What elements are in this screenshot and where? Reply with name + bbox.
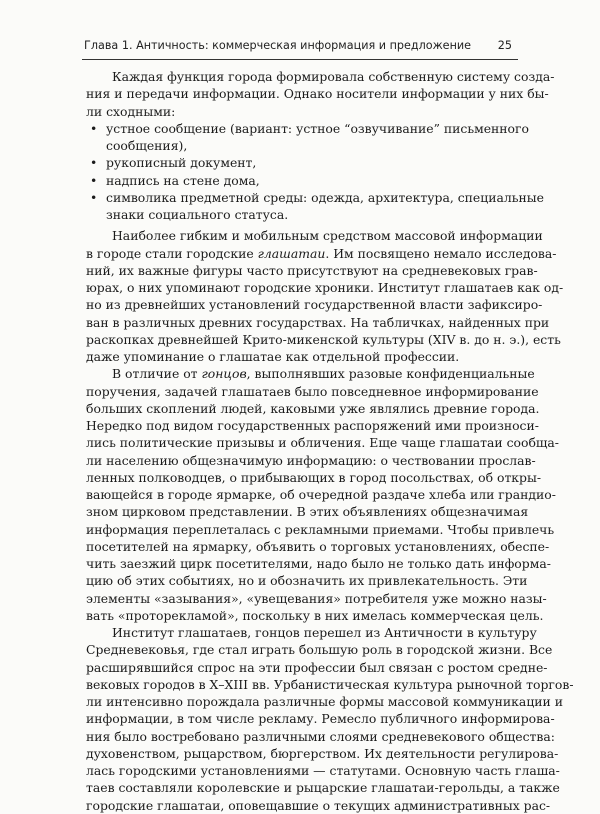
- text-line: цию об этих событиях, но и обозначить их привлекательность. Эти: [86, 573, 528, 589]
- text-line: Институт глашатаев, гонцов перешел из Античности в культуру: [112, 625, 537, 640]
- header-rule: [82, 59, 518, 60]
- text-line: информации, в том числе рекламу. Ремесло публичного информирова-: [86, 711, 555, 727]
- text-line: ван в различных древних государствах. На табличках, найденных при: [86, 314, 550, 330]
- text-line: Каждая функция города формировала собственную систему созда-: [112, 69, 555, 84]
- page-number: 25: [497, 39, 512, 52]
- text-line: В отличие от гонцов, выполнявших разовые конфиденциальные: [112, 366, 535, 382]
- text-line: Наиболее гибким и мобильным средством массовой информации: [112, 228, 543, 244]
- text-line: ли интенсивно порождала различные формы массовой коммуникации и: [86, 694, 563, 709]
- text-line: духовенством, рыцарством, бюргерством. Их деятельности регулирова-: [86, 745, 559, 761]
- text-line: поручения, задачей глашатаев было повседневное информирование: [86, 383, 539, 399]
- list-item: [86, 154, 500, 171]
- list-item: [86, 120, 529, 137]
- bullet-icon: •: [90, 155, 98, 171]
- list-item: [86, 189, 544, 206]
- body-text: [86, 68, 574, 814]
- list-item-continuation: знаки социального статуса.: [106, 207, 289, 222]
- text-line: вать «проторекламой», поскольку в них имелась коммерческая цель.: [86, 607, 544, 623]
- list-item-continuation: сообщения),: [106, 138, 188, 153]
- text-line: но из древнейших установлений государственной власти зафиксиро-: [86, 297, 543, 313]
- text-line: городские глашатаи, оповещавшие о текущих административных рас-: [86, 797, 551, 813]
- text-line: расширявшийся спрос на эти профессии был связан с ростом средне-: [86, 659, 548, 675]
- text-line: даже упоминание о глашатае как отдельной профессии.: [86, 349, 460, 364]
- emphasis-term: глашатаи: [257, 245, 326, 261]
- emphasis-term: гонцов: [201, 366, 247, 382]
- text-line: ли сходными:: [86, 103, 176, 119]
- text-line: элементы «зазывания», «увещевания» потребителя уже можно назы-: [86, 590, 547, 606]
- text-line: вековых городов в X–XIII вв. Урбанистическая культура рыночной торгов-: [86, 676, 574, 692]
- list-item-text: устное сообщение (вариант: устное “озвучивание” письменного: [106, 120, 529, 136]
- bullet-icon: •: [90, 120, 98, 136]
- list-item-text: символика предметной среды: одежда, архитектура, специальные: [106, 189, 544, 205]
- list-item-text: надпись на стене дома,: [106, 172, 260, 188]
- text-line: в городе стали городские глашатаи. Им посвящено немало исследова-: [86, 245, 557, 261]
- chapter-title: Глава 1. Античность: коммерческая информация и предложение: [84, 39, 472, 52]
- text-line: лась городскими установлениями — статутами. Основную часть глаша-: [86, 763, 560, 778]
- text-line: ли населению общезначимую информацию: о чествовании прослав-: [86, 452, 536, 468]
- text-line: раскопках древнейшей Крито-микенской культуры (XIV в. до н. э.), есть: [86, 331, 561, 347]
- text-line: ний, их важные фигуры часто присутствуют на средневековых грав-: [86, 262, 538, 278]
- text-line: Средневековья, где стал играть большую роль в городской жизни. Все: [86, 642, 553, 658]
- text-line: юрах, о них упоминают городские хроники. Институт глашатаев как од-: [86, 280, 564, 295]
- text-line: лись политические призывы и обличения. Еще чаще глашатаи сообща-: [86, 435, 559, 451]
- list-item: [86, 172, 500, 189]
- list-item-text: рукописный документ,: [106, 155, 257, 171]
- running-header: [82, 36, 518, 60]
- text-line: вающейся в городе ярмарке, об очередной раздаче хлеба или грандио-: [86, 487, 556, 502]
- text-line: информация переплеталась с рекламными приемами. Чтобы привлечь: [86, 521, 555, 537]
- text-line: посетителей на ярмарку, объявить о торговых установлениях, обеспе-: [86, 538, 550, 554]
- text-line: ния и передачи информации. Однако носители информации у них бы-: [86, 86, 549, 102]
- text-line: зном цирковом представлении. В этих объявлениях общезначимая: [86, 504, 529, 520]
- text-line: ленных полководцев, о прибывающих в город посольствах, об откры-: [86, 469, 542, 485]
- text-line: чить заезжий цирк посетителями, надо было не только дать информа-: [86, 556, 551, 571]
- bullet-icon: •: [90, 172, 98, 188]
- bullet-icon: •: [90, 189, 98, 205]
- text-line: таев составляли королевские и рыцарские глашатаи-герольды, а также: [86, 780, 560, 796]
- text-line: Нередко под видом государственных распоряжений ими произноси-: [86, 418, 539, 433]
- text-line: больших скоплений людей, каковыми уже являлись древние города.: [86, 400, 540, 416]
- text-line: ния было востребовано различными слоями средневекового общества:: [86, 728, 555, 744]
